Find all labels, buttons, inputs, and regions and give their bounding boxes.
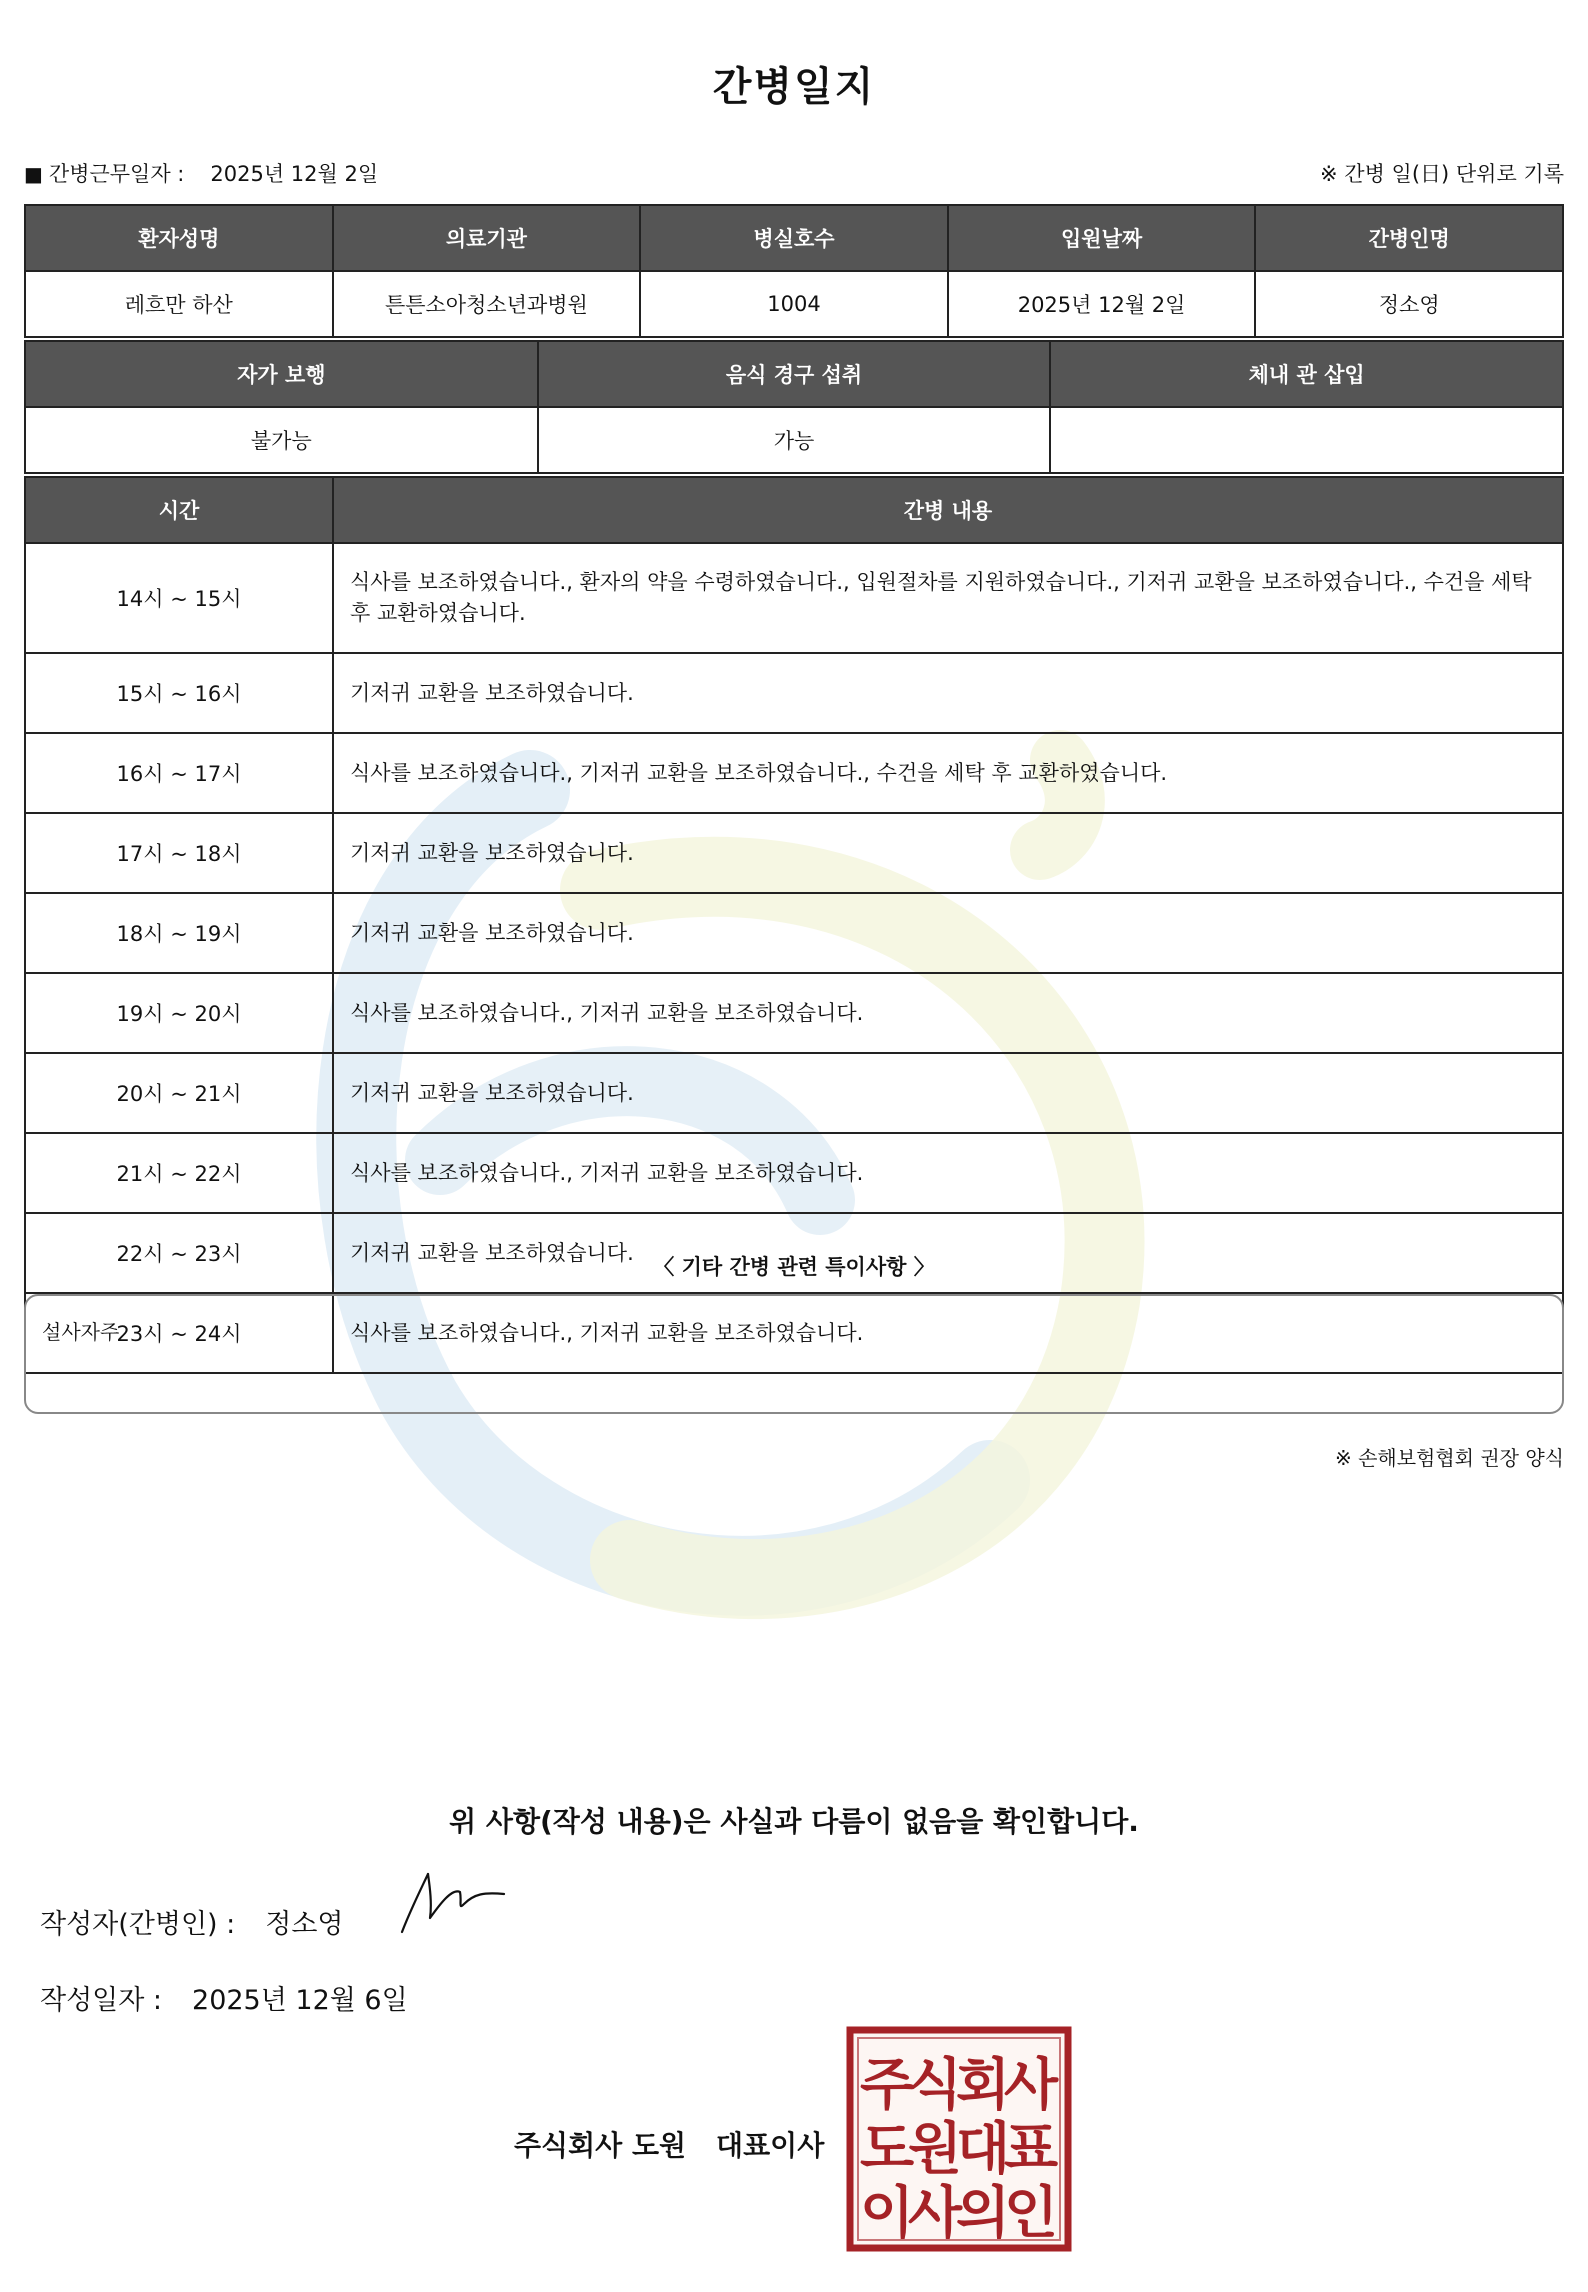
- care-content-cell: 기저귀 교환을 보조하였습니다.: [333, 653, 1563, 733]
- company-title: 대표이사: [716, 2129, 825, 2162]
- patient-status-table: [24, 340, 1564, 474]
- table-row: [25, 813, 1563, 893]
- time-cell: 15시 ~ 16시: [25, 653, 333, 733]
- company-name: 주식회사 도원: [514, 2129, 687, 2162]
- svg-text:대: 대: [955, 2117, 1011, 2182]
- company-line: [514, 2124, 824, 2164]
- svg-text:인: 인: [1003, 2181, 1059, 2246]
- care-content-cell: 식사를 보조하였습니다., 기저귀 교환을 보조하였습니다.: [333, 973, 1563, 1053]
- table-row: [25, 653, 1563, 733]
- work-date-value: 2025년 12월 2일: [210, 162, 379, 186]
- work-date-label: 간병근무일자 :: [48, 162, 185, 186]
- table-row: [25, 271, 1563, 337]
- table-header-row: [25, 341, 1563, 407]
- remarks-title: 〈 기타 간병 관련 특이사항 〉: [653, 1255, 935, 1279]
- table-header-row: [25, 477, 1563, 543]
- care-log-table: [24, 476, 1564, 1374]
- written-date-value: 2025년 12월 6일: [192, 1985, 408, 2016]
- written-date-line: [40, 1978, 408, 2017]
- patient-info-table: [24, 204, 1564, 338]
- header-patient-name: 환자성명: [25, 205, 333, 271]
- svg-text:표: 표: [1003, 2117, 1059, 2182]
- time-cell: 19시 ~ 20시: [25, 973, 333, 1053]
- writer-label: 작성자(간병인) :: [40, 1909, 236, 1940]
- self-walking-value: 불가능: [25, 407, 538, 473]
- time-cell: 18시 ~ 19시: [25, 893, 333, 973]
- remarks-text: 설사자주: [42, 1320, 120, 1344]
- table-row: [25, 973, 1563, 1053]
- svg-text:주: 주: [859, 2053, 915, 2118]
- unit-note: ※ 간병 일(日) 단위로 기록: [1320, 162, 1564, 186]
- header-self-walking: 자가 보행: [25, 341, 538, 407]
- time-cell: 14시 ~ 15시: [25, 543, 333, 653]
- svg-text:사: 사: [907, 2181, 963, 2246]
- header-caregiver-name: 간병인명: [1255, 205, 1563, 271]
- confirmation-statement: 위 사항(작성 내용)은 사실과 다름이 없음을 확인합니다.: [449, 1805, 1139, 1838]
- svg-text:도: 도: [859, 2117, 915, 2182]
- time-cell: 23시 ~ 24시: [25, 1293, 333, 1373]
- time-cell: 21시 ~ 22시: [25, 1133, 333, 1213]
- care-content-cell: 식사를 보조하였습니다., 환자의 약을 수령하였습니다., 입원절차를 지원하였습니다., 기저귀 교환을 보조하였습니다., 수건을 세탁 후 교환하였습니다.: [333, 543, 1563, 653]
- care-content-cell: 기저귀 교환을 보조하였습니다.: [333, 813, 1563, 893]
- table-row: [25, 1053, 1563, 1133]
- tube-insertion-value: [1050, 407, 1563, 473]
- work-date-line: [24, 158, 378, 188]
- square-bullet-icon: ■: [24, 162, 43, 186]
- time-cell: 16시 ~ 17시: [25, 733, 333, 813]
- svg-text:이: 이: [859, 2181, 915, 2246]
- care-content-cell: 기저귀 교환을 보조하였습니다.: [333, 1213, 1563, 1293]
- written-date-label: 작성일자 :: [40, 1985, 163, 2016]
- header-institution: 의료기관: [333, 205, 641, 271]
- room-number: 1004: [640, 271, 948, 337]
- time-cell: 17시 ~ 18시: [25, 813, 333, 893]
- header-tube-insertion: 체내 관 삽입: [1050, 341, 1563, 407]
- form-source-note: ※ 손해보험협회 권장 양식: [1334, 1446, 1564, 1470]
- care-content-cell: 기저귀 교환을 보조하였습니다.: [333, 893, 1563, 973]
- table-row: [25, 543, 1563, 653]
- table-row: [25, 1133, 1563, 1213]
- handwritten-signature: [400, 1866, 510, 1936]
- time-cell: 20시 ~ 21시: [25, 1053, 333, 1133]
- svg-text:사: 사: [1003, 2053, 1059, 2118]
- remarks-box: [24, 1294, 1564, 1414]
- care-content-cell: 식사를 보조하였습니다., 기저귀 교환을 보조하였습니다., 수건을 세탁 후 교환하였습니다.: [333, 733, 1563, 813]
- writer-name: 정소영: [265, 1909, 344, 1940]
- table-header-row: [25, 205, 1563, 271]
- table-row: [25, 733, 1563, 813]
- oral-intake-value: 가능: [538, 407, 1051, 473]
- care-content-cell: 기저귀 교환을 보조하였습니다.: [333, 1053, 1563, 1133]
- care-content-cell: 식사를 보조하였습니다., 기저귀 교환을 보조하였습니다.: [333, 1133, 1563, 1213]
- svg-text:식: 식: [907, 2053, 963, 2118]
- svg-text:의: 의: [955, 2181, 1011, 2246]
- admission-date: 2025년 12월 2일: [948, 271, 1256, 337]
- care-content-cell: 식사를 보조하였습니다., 기저귀 교환을 보조하였습니다.: [333, 1293, 1563, 1373]
- company-seal-stamp: [846, 2026, 1072, 2252]
- header-time: 시간: [25, 477, 333, 543]
- header-oral-intake: 음식 경구 섭취: [538, 341, 1051, 407]
- patient-name: 레흐만 하산: [25, 271, 333, 337]
- svg-text:회: 회: [955, 2053, 1011, 2118]
- caregiver-name: 정소영: [1255, 271, 1563, 337]
- time-cell: 22시 ~ 23시: [25, 1213, 333, 1293]
- document-title: 간병일지: [712, 64, 876, 110]
- header-admission-date: 입원날짜: [948, 205, 1256, 271]
- svg-text:원: 원: [907, 2117, 963, 2182]
- institution: 튼튼소아청소년과병원: [333, 271, 641, 337]
- header-room-number: 병실호수: [640, 205, 948, 271]
- header-care-content: 간병 내용: [333, 477, 1563, 543]
- table-row: [25, 407, 1563, 473]
- table-row: [25, 893, 1563, 973]
- writer-line: [40, 1902, 344, 1941]
